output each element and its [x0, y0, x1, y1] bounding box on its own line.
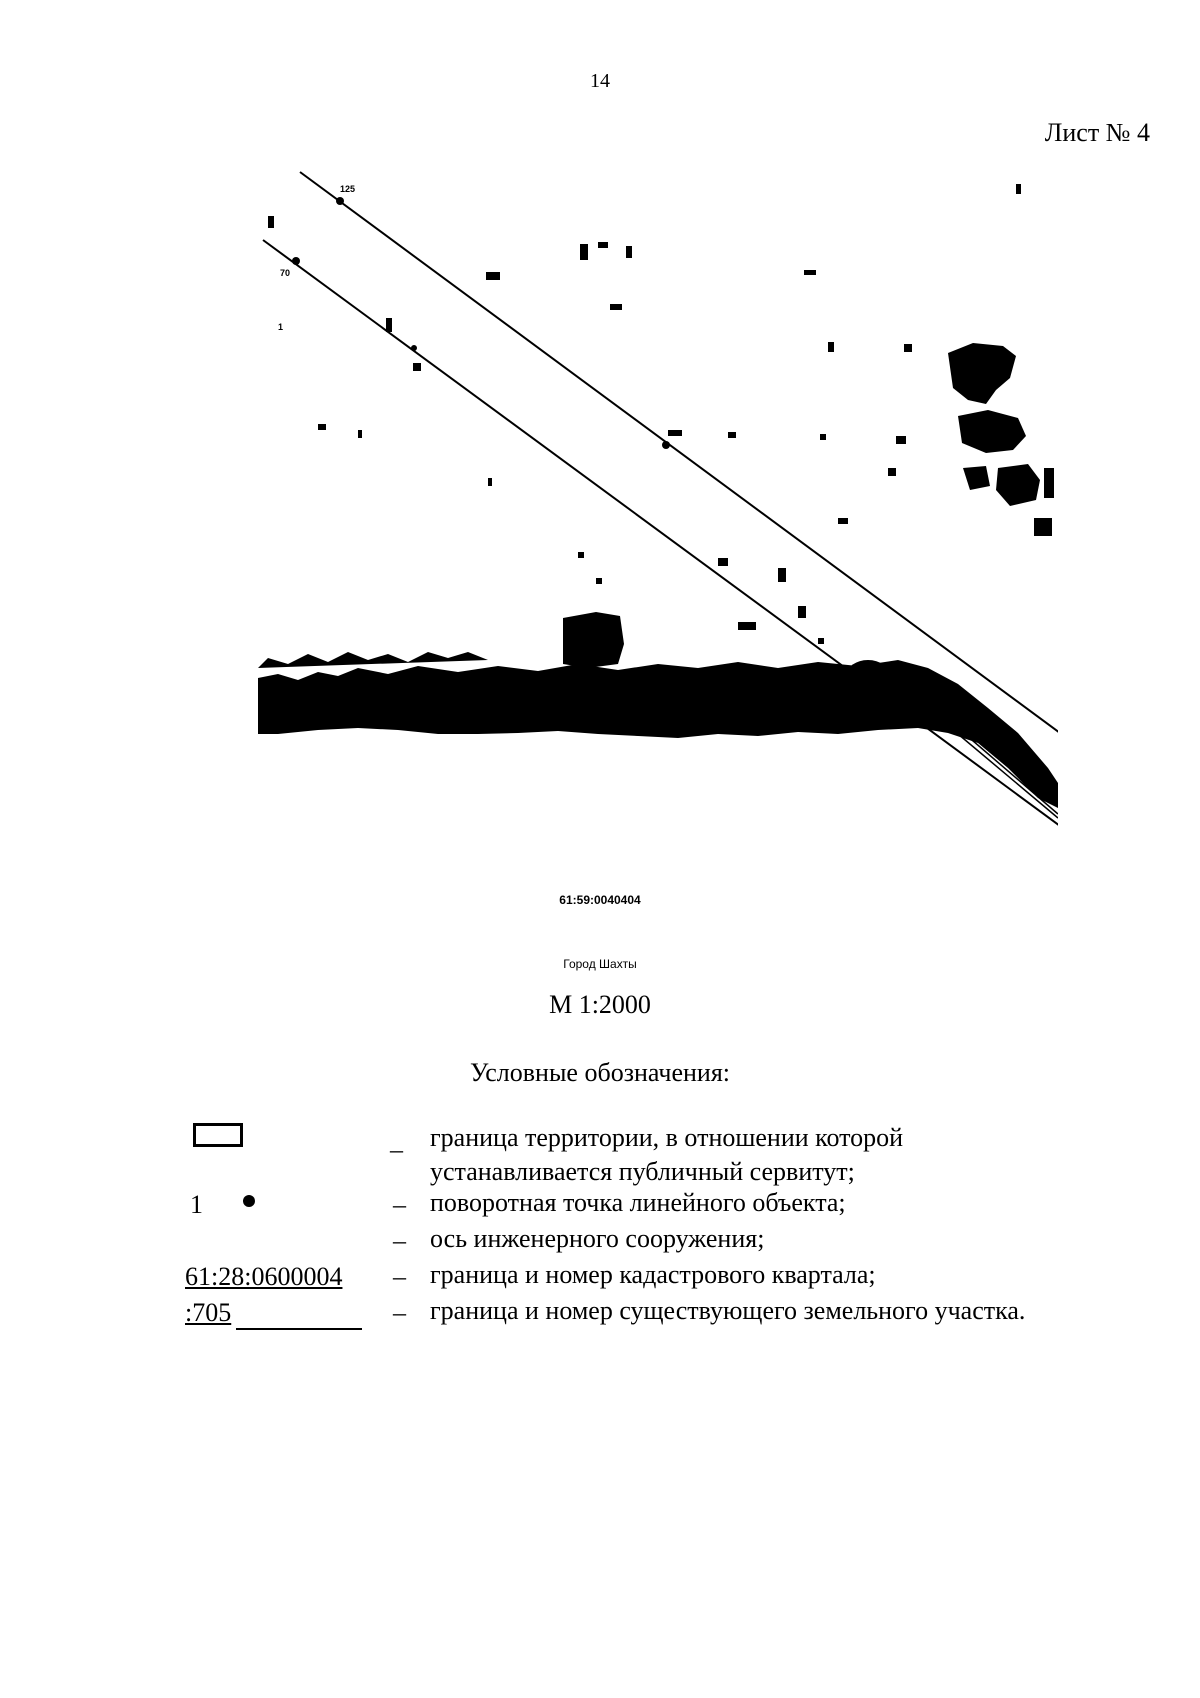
small-object — [820, 434, 826, 440]
small-object — [1016, 184, 1021, 194]
parcel-sample: :705 — [185, 1298, 232, 1327]
small-object — [778, 568, 786, 582]
small-object — [413, 363, 421, 371]
map-figure — [258, 168, 1058, 858]
built-up-area-edge — [258, 652, 488, 668]
turning-point-mid-lower — [411, 345, 417, 351]
right-buildings-cluster-2 — [958, 410, 1026, 453]
tree-cluster — [846, 660, 890, 692]
legend-text: граница территории, в отношении которой — [430, 1123, 904, 1152]
sheet-label: Лист № 4 — [1044, 118, 1150, 147]
small-object — [818, 638, 824, 644]
small-object — [580, 244, 588, 260]
right-buildings-cluster-3 — [996, 464, 1040, 506]
small-object — [1044, 468, 1054, 498]
servitude-boundary-upper — [300, 172, 1058, 733]
legend-dash: – — [393, 1190, 406, 1219]
small-object — [896, 436, 906, 444]
point-symbol-number: 1 — [190, 1190, 203, 1219]
point-label-70: 70 — [280, 268, 291, 278]
legend-text: устанавливается публичный сервитут; — [430, 1157, 855, 1186]
small-object — [358, 430, 362, 438]
page-number: 14 — [590, 70, 610, 92]
cadastral-quarter-label: 61:59:0040404 — [559, 893, 641, 907]
small-object — [626, 246, 632, 258]
small-object — [904, 344, 912, 352]
small-object — [738, 622, 756, 630]
legend-dash: – — [393, 1262, 406, 1291]
legend-text: граница и номер кадастрового квартала; — [430, 1260, 876, 1289]
cadastral-quarter-sample: 61:28:0600004 — [185, 1262, 343, 1291]
city-label: Город Шахты — [563, 957, 637, 971]
small-object — [668, 430, 682, 436]
small-object — [728, 432, 736, 438]
legend-text: поворотная точка линейного объекта; — [430, 1188, 846, 1217]
point-label-1: 1 — [278, 322, 284, 332]
legend-dash: – — [390, 1135, 403, 1164]
scale-label: М 1:2000 — [549, 990, 651, 1019]
turning-point-70 — [292, 257, 300, 265]
small-object — [804, 270, 816, 275]
small-object — [1034, 518, 1052, 536]
small-object — [268, 216, 274, 228]
small-object — [798, 606, 806, 618]
built-up-area-band — [258, 660, 1058, 808]
point-label-125: 125 — [340, 184, 356, 194]
right-buildings-cluster — [948, 343, 1016, 404]
legend-dash: – — [393, 1226, 406, 1255]
turning-point-mid-upper — [662, 441, 670, 449]
small-object — [596, 578, 602, 584]
small-object — [488, 478, 492, 486]
small-object — [578, 552, 584, 558]
small-object — [318, 424, 326, 430]
small-object — [828, 342, 834, 352]
legend-title: Условные обозначения: — [469, 1058, 731, 1087]
small-object — [486, 272, 500, 280]
turning-point-125 — [336, 197, 344, 205]
legend-dash: – — [393, 1298, 406, 1327]
small-object — [888, 468, 896, 476]
legend-text: ось инженерного сооружения; — [430, 1224, 765, 1253]
small-object — [598, 242, 608, 248]
small-object — [718, 558, 728, 566]
legend-text: граница и номер существующего земельного участка. — [430, 1296, 1026, 1325]
point-symbol-dot — [243, 1195, 255, 1207]
parcel-underline — [236, 1328, 362, 1330]
boundary-symbol — [193, 1123, 243, 1147]
small-object — [386, 318, 392, 332]
building-block — [563, 612, 624, 668]
right-buildings-cluster-4 — [963, 466, 990, 490]
small-object — [838, 518, 848, 524]
small-object — [610, 304, 622, 310]
